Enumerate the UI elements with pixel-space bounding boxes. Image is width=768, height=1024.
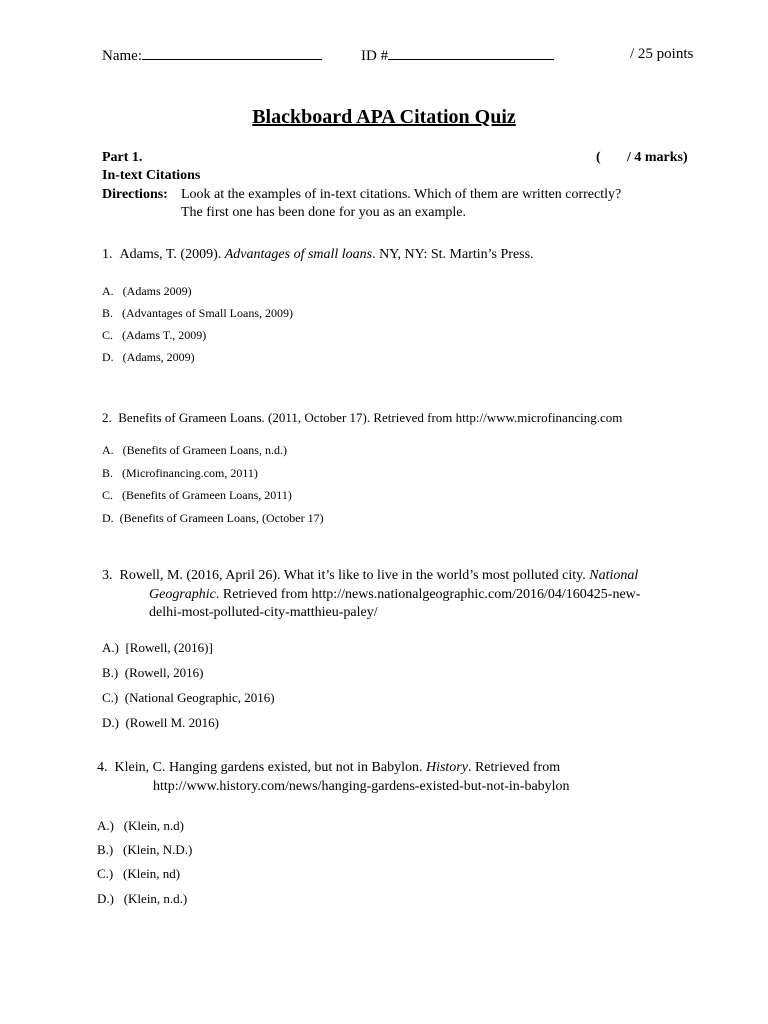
q3-option-a[interactable] bbox=[102, 640, 213, 656]
q2-option-b[interactable] bbox=[102, 466, 258, 481]
question-text: . Retrieved from http://news.nationalgeographic.com/2016/04/160425-new- bbox=[215, 587, 641, 602]
part-subtitle: In-text Citations bbox=[102, 168, 201, 183]
question-journal-italic: Geographic bbox=[149, 587, 216, 602]
option-text: (Benefits of Grameen Loans, 2011) bbox=[122, 488, 292, 502]
question-number: 3. bbox=[102, 568, 113, 583]
points-label: / 25 points bbox=[630, 46, 694, 62]
option-letter: A.) bbox=[102, 640, 119, 655]
q3-option-c[interactable] bbox=[102, 690, 275, 706]
option-text: (Benefits of Grameen Loans, n.d.) bbox=[122, 443, 287, 457]
option-letter: A. bbox=[102, 284, 114, 298]
option-letter: C. bbox=[102, 488, 114, 502]
option-letter: B. bbox=[102, 306, 114, 320]
question-number: 4. bbox=[97, 760, 108, 775]
question-2 bbox=[102, 410, 622, 426]
option-text: (Adams T., 2009) bbox=[122, 328, 207, 342]
option-text: (Microfinancing.com, 2011) bbox=[122, 466, 258, 480]
question-journal-italic: History bbox=[425, 760, 468, 775]
question-text: Klein, C. Hanging gardens existed, but not in Babylon. bbox=[114, 760, 426, 775]
option-text: [Rowell, (2016)] bbox=[125, 640, 213, 655]
option-letter: C. bbox=[102, 328, 114, 342]
q2-option-c[interactable] bbox=[102, 488, 292, 503]
option-text: (Advantages of Small Loans, 2009) bbox=[122, 306, 293, 320]
q1-option-b[interactable] bbox=[102, 306, 293, 321]
question-4-line-2: http://www.history.com/news/hanging-gardens-existed-but-not-in-babylon bbox=[153, 779, 570, 794]
question-text: Rowell, M. (2016, April 26). What it’s like to live in the world’s most polluted city. bbox=[119, 568, 590, 583]
option-text: (Rowell, 2016) bbox=[124, 665, 204, 680]
q4-option-d[interactable] bbox=[97, 891, 187, 907]
option-letter: D.) bbox=[97, 891, 114, 906]
question-journal-italic: National bbox=[589, 568, 639, 583]
option-letter: C.) bbox=[102, 690, 119, 705]
option-letter: C.) bbox=[97, 866, 114, 881]
question-3-line-2 bbox=[149, 587, 640, 603]
q2-option-d[interactable] bbox=[102, 511, 324, 526]
name-field bbox=[102, 46, 322, 65]
option-text: (Benefits of Grameen Loans, (October 17) bbox=[119, 511, 324, 525]
question-text: Adams, T. (2009). bbox=[119, 247, 225, 262]
page-title: Blackboard APA Citation Quiz bbox=[252, 106, 516, 128]
option-letter: B.) bbox=[97, 842, 114, 857]
option-letter: A.) bbox=[97, 818, 114, 833]
option-text: (National Geographic, 2016) bbox=[124, 690, 275, 705]
q4-option-b[interactable] bbox=[97, 842, 192, 858]
id-label: ID # bbox=[361, 48, 389, 64]
directions-text-2: The first one has been done for you as an example. bbox=[181, 205, 466, 220]
option-text: (Adams 2009) bbox=[122, 284, 192, 298]
question-number: 2. bbox=[102, 410, 112, 425]
directions-text-1: Look at the examples of in-text citations. Which of them are written correctly? bbox=[181, 187, 622, 202]
part-label: Part 1. bbox=[102, 150, 143, 165]
question-text-end: . NY, NY: St. Martin’s Press. bbox=[372, 247, 534, 262]
question-3 bbox=[102, 568, 638, 584]
question-text-end: . Retrieved from bbox=[467, 760, 561, 775]
marks-open: ( bbox=[596, 150, 601, 165]
option-letter: B. bbox=[102, 466, 114, 480]
id-field bbox=[361, 46, 554, 65]
q1-option-c[interactable] bbox=[102, 328, 206, 343]
option-letter: B.) bbox=[102, 665, 119, 680]
question-1 bbox=[102, 247, 534, 263]
option-text: (Adams, 2009) bbox=[122, 350, 195, 364]
marks-label: / 4 marks) bbox=[627, 150, 688, 165]
question-title-italic: Advantages of small loans bbox=[224, 247, 373, 262]
option-letter: A. bbox=[102, 443, 114, 457]
option-text: (Klein, N.D.) bbox=[123, 842, 193, 857]
option-text: (Klein, nd) bbox=[123, 866, 181, 881]
q2-option-a[interactable] bbox=[102, 443, 287, 458]
option-letter: D. bbox=[102, 511, 114, 525]
option-text: (Klein, n.d) bbox=[123, 818, 185, 833]
q4-option-c[interactable] bbox=[97, 866, 180, 882]
option-text: (Rowell M. 2016) bbox=[125, 715, 219, 730]
question-3-line-3: delhi-most-polluted-city-matthieu-paley/ bbox=[149, 605, 378, 620]
option-text: (Klein, n.d.) bbox=[123, 891, 188, 906]
q3-option-d[interactable] bbox=[102, 715, 219, 731]
q3-option-b[interactable] bbox=[102, 665, 203, 681]
q1-option-a[interactable] bbox=[102, 284, 192, 299]
option-letter: D. bbox=[102, 350, 114, 364]
q1-option-d[interactable] bbox=[102, 350, 195, 365]
option-letter: D.) bbox=[102, 715, 119, 730]
name-label: Name: bbox=[102, 48, 142, 64]
question-number: 1. bbox=[102, 247, 113, 262]
name-blank[interactable] bbox=[142, 46, 322, 60]
q4-option-a[interactable] bbox=[97, 818, 184, 834]
question-text: Benefits of Grameen Loans. (2011, October 17). Retrieved from http://www.microfinancing.com bbox=[118, 410, 623, 425]
directions-label: Directions: bbox=[102, 187, 168, 202]
id-blank[interactable] bbox=[388, 46, 554, 60]
question-4 bbox=[97, 760, 560, 776]
